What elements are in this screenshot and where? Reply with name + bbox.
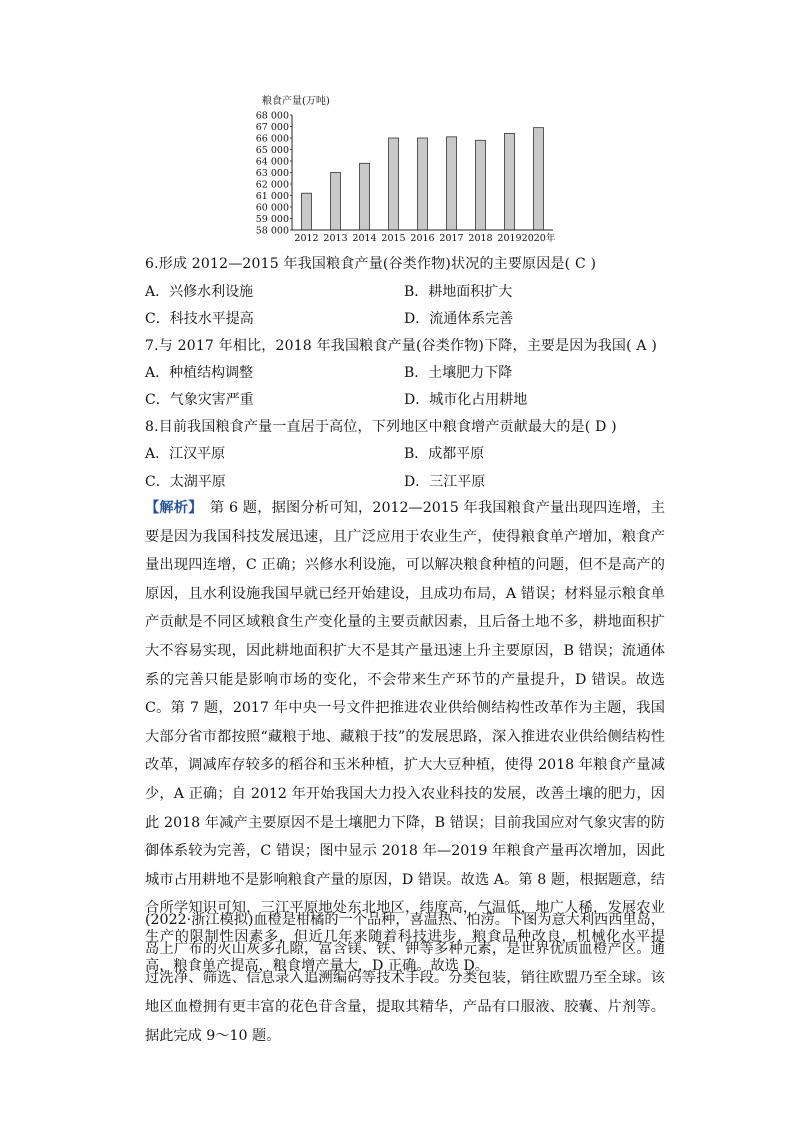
question-7-option-b: B．土壤肥力下降 bbox=[404, 365, 513, 381]
question-6-option-c: C．科技水平提高 bbox=[145, 311, 254, 327]
y-tick-label: 60 000 bbox=[255, 202, 289, 214]
question-8-option-d: D．三江平原 bbox=[404, 474, 486, 490]
bar-2017 bbox=[447, 137, 457, 230]
analysis-text: 第 6 题，据图分析可知，2012—2015 年我国粮食产量出现四连增，主要是因为我国科技发展迅速，且广泛应用于农业生产，使得粮食单产增加，粮食产量出现四连增，C 正确；兴修水利设施，可以解决粮食种植的问题，但不是高产的原因，且水利设施我国早就已经开始建设，且成功布局，A 错误；材料显示粮食单产贡献是不同区域粮食生产变化量的主要贡献因素，且后备土地不多，耕地面积扩大不容易实现，因此耕地面积扩大不是其产量迅速上升主要原因，B 错误；流通体系的完善只能是影响市场的变化，不会带来生产环节的产量提升，D 错误。故选 C。第 7 题，2017 年中央一号文件把推进农业供给侧结构性改革作为主题，我国大部分省市都按照“藏粮于地、藏粮于技”的发展思路，深入推进农业供给侧结构性改革，调减库存较多的稻谷和玉米种植，扩大大豆种植，使得 2018 年粮食产量减少，A 正确；自 2012 年开始我国大力投入农业科技的发展，改善土壤的肥力，因此 2018 年减产主要原因不是土壤肥力下降，B 错误；目前我国应对气象灾害的防御体系较为完善，C 错误；图中显示 2018 年—2019 年粮食产量再次增加，因此城市占用耕地不是影响粮食产量的原因，D 错误。故选 A。第 8 题，根据题意，结合所学知识可知，三江平原地处东北地区，纬度高，气温低，地广人稀，发展农业生产的限制性因素多，但近几年来随着科技进步，粮食品种改良，机械化水平提高，粮食单产提高，粮食增产量大，D 正确。故选 D。 bbox=[145, 500, 665, 974]
x-tick-label: 2019 bbox=[497, 233, 522, 244]
bar-2013 bbox=[331, 173, 341, 231]
grain-output-bar-chart bbox=[240, 88, 570, 248]
x-tick-label: 2017 bbox=[439, 233, 464, 244]
x-tick-label: 2015 bbox=[381, 233, 406, 244]
bar-2020年 bbox=[534, 128, 544, 230]
question-6-stem: 6.形成 2012—2015 年我国粮食产量(谷类作物)状况的主要原因是( C ) bbox=[145, 256, 597, 272]
bar-2018 bbox=[476, 140, 486, 230]
question-7-option-a: A．种植结构调整 bbox=[145, 365, 254, 381]
y-tick-label: 61 000 bbox=[255, 191, 289, 202]
question-8-option-a: A．江汉平原 bbox=[145, 446, 226, 462]
question-7-option-d: D．城市化占用耕地 bbox=[404, 392, 528, 408]
x-tick-label: 2014 bbox=[352, 233, 377, 244]
question-8-option-c: C．太湖平原 bbox=[145, 474, 226, 490]
y-tick-label: 68 000 bbox=[255, 110, 289, 122]
x-tick-label: 2020年 bbox=[521, 233, 556, 244]
y-axis-ticks bbox=[256, 111, 292, 237]
x-tick-label: 2012 bbox=[294, 233, 319, 244]
bar-2016 bbox=[418, 138, 428, 230]
bar-2019 bbox=[505, 133, 515, 230]
x-axis-ticks bbox=[294, 232, 555, 244]
x-tick-label: 2013 bbox=[323, 233, 348, 244]
y-tick-label: 65 000 bbox=[255, 145, 289, 156]
analysis-tag: 【解析】 bbox=[145, 500, 196, 516]
question-6-option-d: D．流通体系完善 bbox=[404, 311, 514, 327]
question-6-option-a: A．兴修水利设施 bbox=[145, 284, 254, 300]
y-tick-label: 62 000 bbox=[255, 179, 289, 191]
bars bbox=[302, 128, 544, 230]
question-8-stem: 8.目前我国粮食产量一直居于高位，下列地区中粮食增产贡献最大的是( D ) bbox=[145, 419, 617, 435]
bar-2012 bbox=[302, 193, 312, 230]
bar-2015 bbox=[389, 138, 399, 230]
y-axis-title: 粮食产量(万吨) bbox=[262, 96, 330, 107]
next-question-material: (2022·浙江模拟)血橙是柑橘的一个品种，喜温热、怕涝。下图为意大利西西里岛，岛上广布的火山灰多孔隙，富含镁、铁、钾等多种元素，是世界优质血橙产区。通过洗净、筛选、信息录入追溯编码等技术手段。分类包装，销往欧盟乃至全球。该地区血橙拥有更丰富的花色苷含量，提取其精华，产品有口服液、胶囊、片剂等。据此完成 9～10 题。 bbox=[145, 912, 665, 1044]
y-tick-label: 58 000 bbox=[255, 225, 289, 237]
x-tick-label: 2016 bbox=[410, 233, 435, 244]
question-7-option-c: C．气象灾害严重 bbox=[145, 392, 254, 408]
question-7-stem: 7.与 2017 年相比，2018 年我国粮食产量(谷类作物)下降，主要是因为我国( A ) bbox=[145, 338, 658, 354]
question-6-option-b: B．耕地面积扩大 bbox=[404, 284, 513, 300]
question-8-option-b: B．成都平原 bbox=[404, 446, 485, 462]
y-tick-label: 66 000 bbox=[255, 133, 289, 145]
y-tick-label: 67 000 bbox=[255, 122, 289, 133]
bar-2014 bbox=[360, 163, 370, 230]
y-tick-label: 63 000 bbox=[255, 168, 289, 179]
y-tick-label: 64 000 bbox=[255, 156, 289, 168]
x-tick-label: 2018 bbox=[468, 233, 493, 244]
y-tick-label: 59 000 bbox=[255, 214, 289, 225]
